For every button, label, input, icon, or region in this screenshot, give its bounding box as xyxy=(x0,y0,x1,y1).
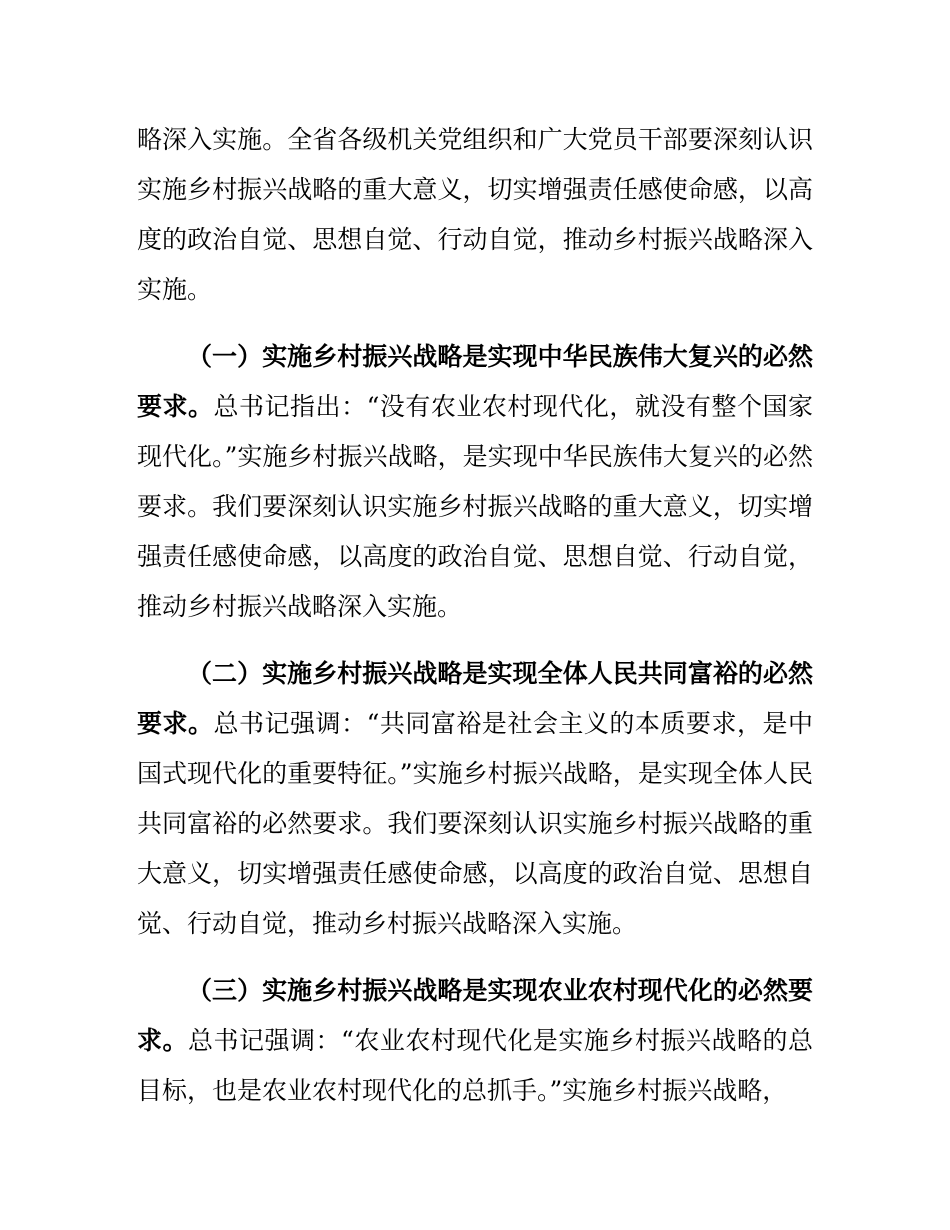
section-1-body: 总书记指出：“没有农业农村现代化，就没有整个国家现代化。”实施乡村振兴战略，是实现中华民族伟大复兴的必然要求。我们要深刻认识实施乡村振兴战略的重大意义，切实增强责任感使命感，以高度的政治自觉、思想自觉、行动自觉，推动乡村振兴战略深入实施。 xyxy=(137,392,813,621)
section-paragraph-3 xyxy=(137,966,813,1116)
continuation-paragraph: 略深入实施。全省各级机关党组织和广大党员干部要深刻认识实施乡村振兴战略的重大意义，切实增强责任感使命感，以高度的政治自觉、思想自觉、行动自觉，推动乡村振兴战略深入实施。 xyxy=(137,125,813,304)
section-3-heading: （三）实施乡村振兴战略是实现农业农村现代化的必然要求。 xyxy=(137,977,813,1055)
section-3-body: 总书记强调：“农业农村现代化是实施乡村振兴战略的总目标，也是农业农村现代化的总抓手。”实施乡村振兴战略， xyxy=(137,1026,813,1105)
section-2-body: 总书记强调：“共同富裕是社会主义的本质要求，是中国式现代化的重要特征。”实施乡村振兴战略，是实现全体人民共同富裕的必然要求。我们要深刻认识实施乡村振兴战略的重大意义，切实增强责任感使命感，以高度的政治自觉、思想自觉、行动自觉，推动乡村振兴战略深入实施。 xyxy=(137,709,813,938)
section-2-heading: （二）实施乡村振兴战略是实现全体人民共同富裕的必然要求。 xyxy=(137,660,813,738)
section-paragraph-1 xyxy=(137,332,813,632)
section-paragraph-2 xyxy=(137,649,813,949)
section-1-heading: （一）实施乡村振兴战略是实现中华民族伟大复兴的必然要求。 xyxy=(137,343,813,421)
